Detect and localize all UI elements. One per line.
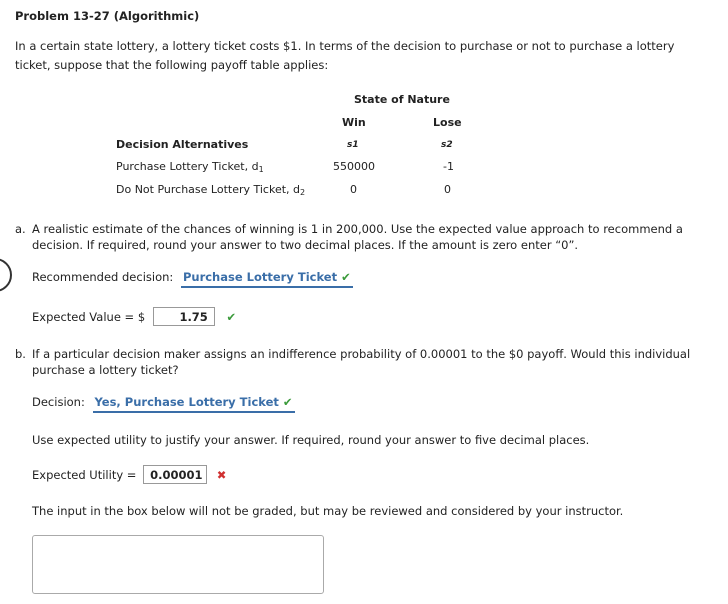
expected-value-input[interactable]: 1.75: [153, 307, 215, 326]
expected-utility-row: [32, 465, 226, 484]
payoff-purchase-win: 550000: [333, 160, 375, 173]
part-b-letter: b.: [15, 347, 26, 361]
recommended-decision-select[interactable]: Purchase Lottery Ticket ✔: [181, 270, 353, 288]
check-icon: ✔: [341, 270, 351, 284]
recommended-decision-row: [32, 270, 353, 288]
part-b-question: If a particular decision maker assigns an indifference probability of 0.00001 to the $0 payoff. Would this individual purchase a lottery ticket?: [32, 347, 691, 377]
decision-select[interactable]: Yes, Purchase Lottery Ticket ✔: [93, 395, 295, 413]
comment-note: The input in the box below will not be graded, but may be reviewed and considered by your instructor.: [32, 504, 624, 518]
part-a-question: A realistic estimate of the chances of winning is 1 in 200,000. Use the expected value approach to recommend a decision. If required, round your answer to two decimal places. If the amount is zero enter “0”.: [32, 222, 683, 252]
part-a-letter: a.: [15, 222, 26, 236]
check-icon: ✔: [226, 310, 237, 324]
expected-utility-input[interactable]: 0.00001: [143, 465, 207, 484]
part-marker-circle-icon: [0, 258, 12, 292]
payoff-not-purchase-win: 0: [350, 183, 357, 196]
expected-utility-label: Expected Utility =: [32, 468, 137, 482]
state-of-nature-header: State of Nature: [354, 93, 450, 106]
payoff-not-purchase-lose: 0: [444, 183, 451, 196]
s2-header: s2: [441, 140, 453, 150]
s1-header: s1: [347, 140, 359, 150]
utility-instruction: Use expected utility to justify your answer. If required, round your answer to five decimal places.: [32, 433, 590, 447]
comment-textarea[interactable]: [32, 535, 324, 594]
expected-value-row: [32, 307, 236, 326]
payoff-purchase-lose: -1: [443, 160, 454, 173]
row-label-not-purchase: Do Not Purchase Lottery Ticket, $d_2$: [116, 183, 306, 197]
win-header: Win: [342, 116, 366, 129]
check-icon: ✔: [282, 395, 293, 409]
row-label-purchase: Purchase Lottery Ticket, $d_1$: [116, 160, 264, 174]
decision-row: [32, 395, 295, 413]
expected-value-label: Expected Value = $: [32, 310, 146, 324]
lose-header: Lose: [433, 116, 462, 129]
problem-title: Problem 13-27 (Algorithmic): [15, 9, 200, 23]
decision-label: Decision:: [32, 395, 85, 409]
intro-text: In a certain state lottery, a lottery ticket costs $1. In terms of the decision to purchase or not to purchase a lottery ticket, suppose that the following payoff table applies:: [15, 39, 675, 72]
recommended-decision-label: Recommended decision:: [32, 270, 174, 284]
decision-alternatives-header: Decision Alternatives: [116, 138, 249, 151]
cross-icon: ✖: [216, 468, 227, 482]
